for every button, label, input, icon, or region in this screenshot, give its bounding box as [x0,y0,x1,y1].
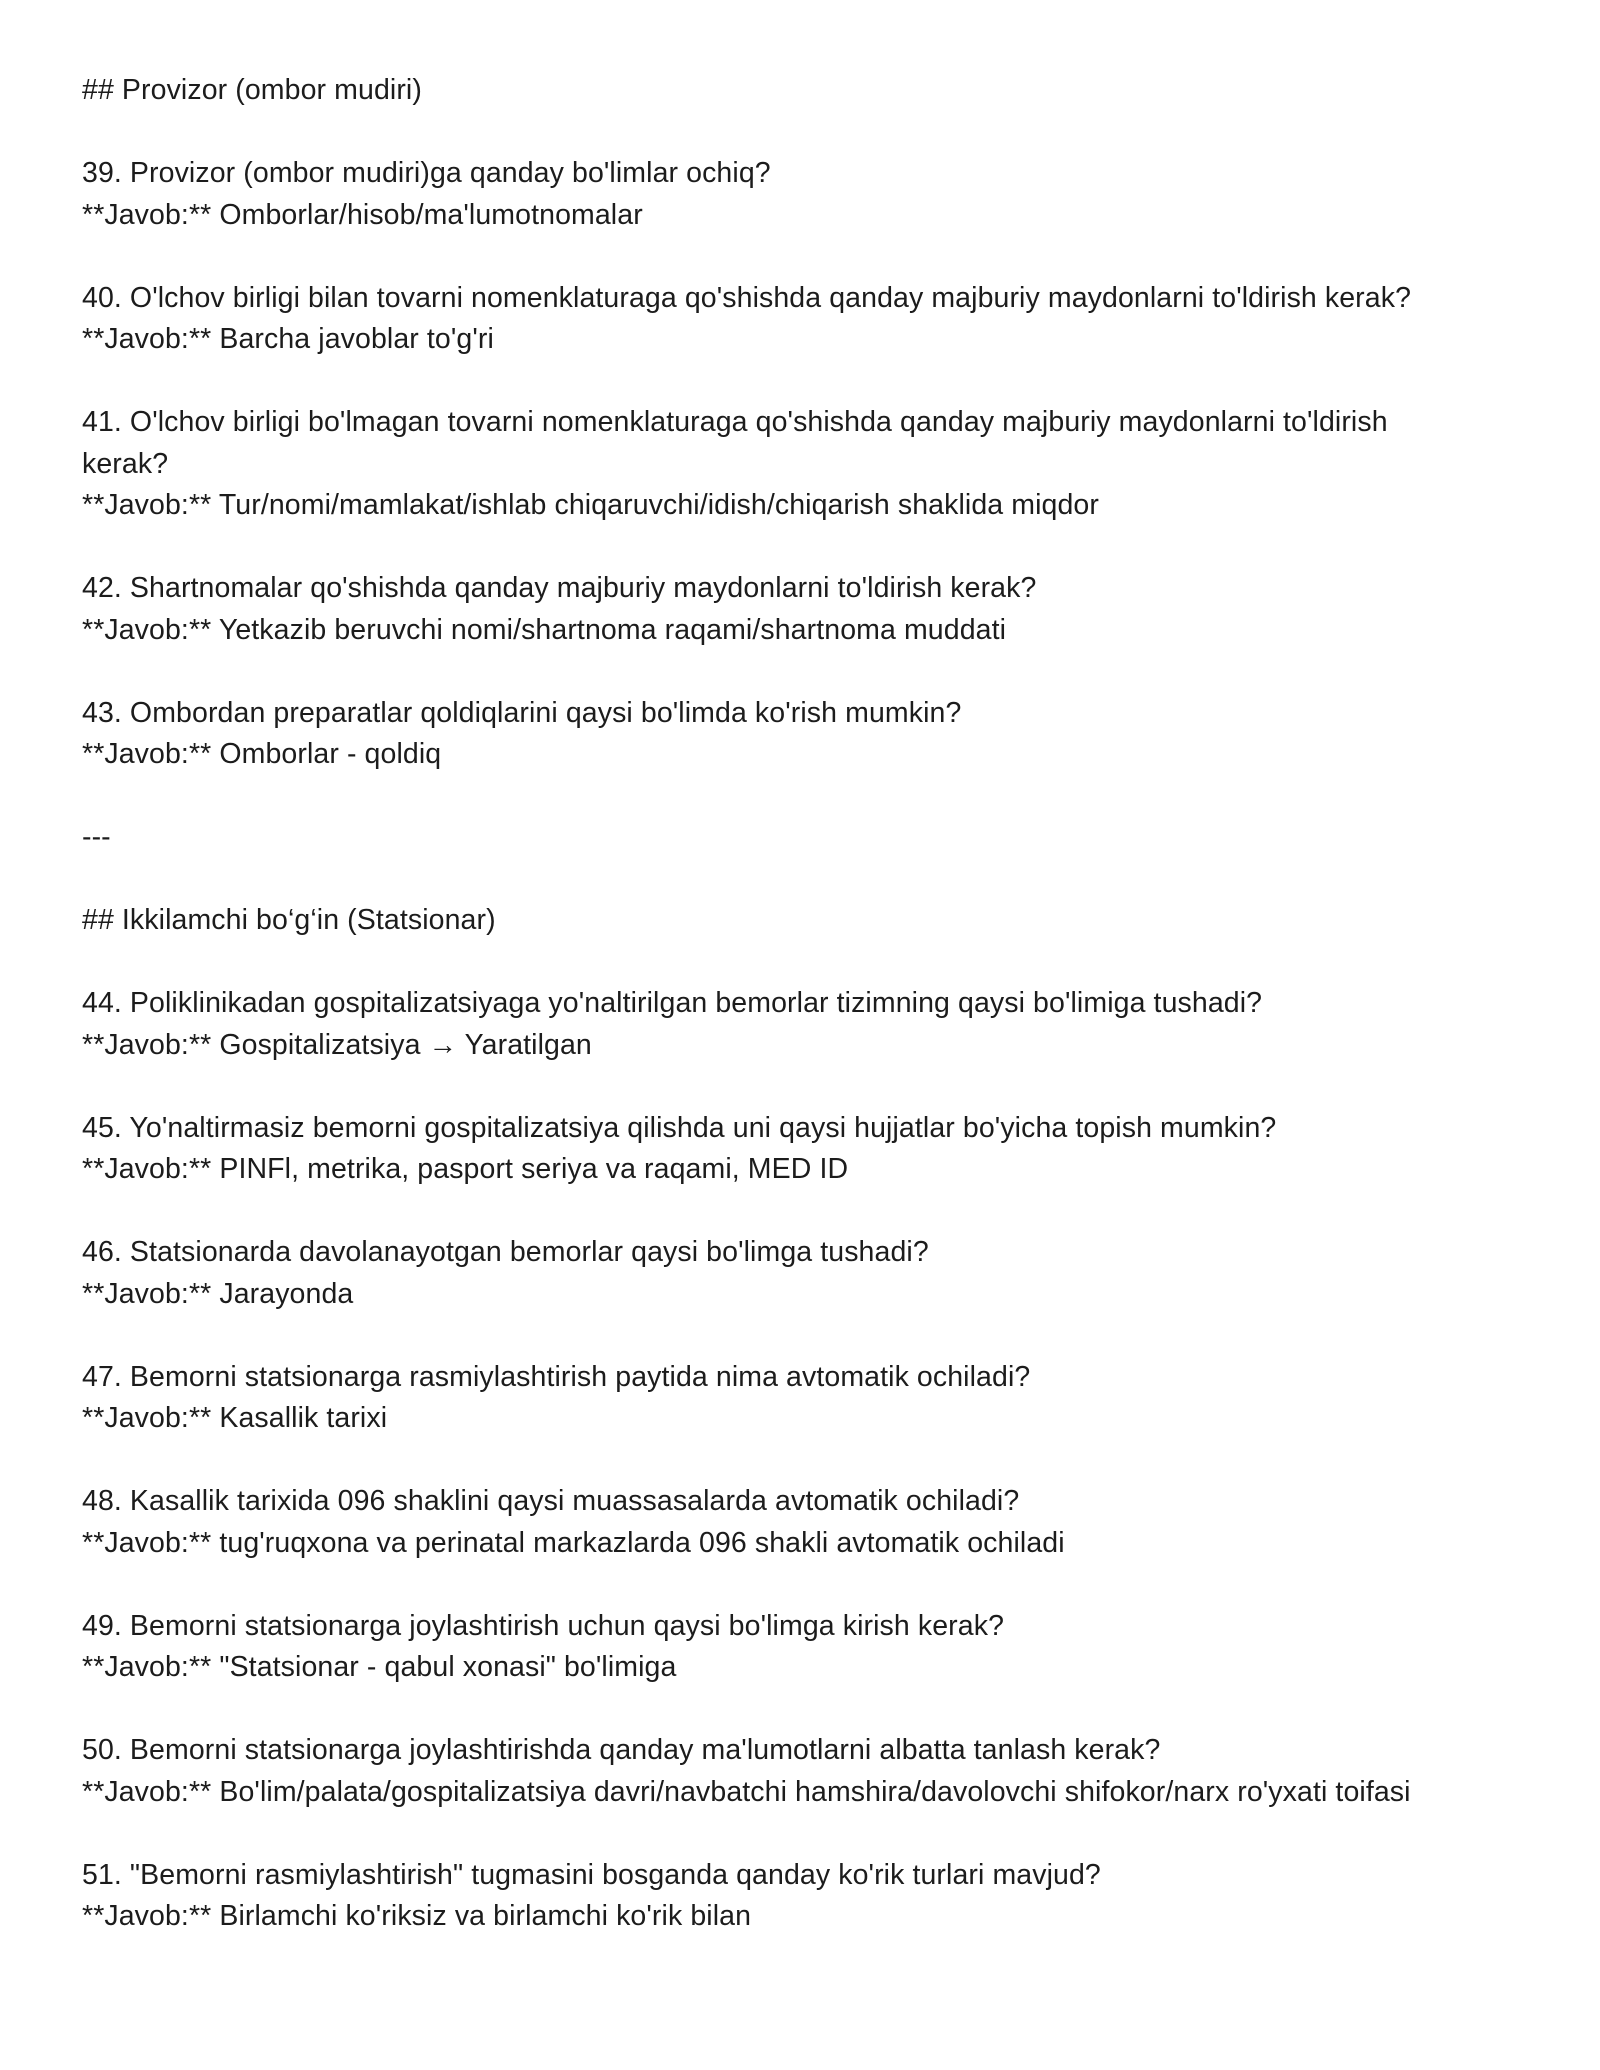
qa-item [82,983,1422,1066]
question-text: 51. "Bemorni rasmiylashtirish" tugmasini bosganda qanday ko'rik turlari mavjud? [82,1858,1101,1891]
qa-item [82,153,1422,236]
qa-item [82,693,1422,776]
question-text: 41. O'lchov birligi bo'lmagan tovarni nomenklaturaga qo'shishda qanday majburiy maydonlarni to'ldirish kerak? [82,406,1388,480]
qa-item [82,278,1422,361]
answer-text: **Javob:** Omborlar - qoldiq [82,738,442,770]
question-text: 48. Kasallik tarixida 096 shaklini qaysi muassasalarda avtomatik ochiladi? [82,1485,1020,1517]
qa-item [82,1855,1422,1938]
qa-item [82,1357,1422,1440]
answer-text: **Javob:** PINFl, metrika, pasport seriya va raqami, MED ID [82,1153,849,1185]
horizontal-rule-marker: --- [82,821,111,853]
question-text: 42. Shartnomalar qo'shishda qanday majburiy maydonlarni to'ldirish kerak? [82,572,1037,604]
document-page [82,70,1422,1979]
section-heading-provizor: ## Provizor (ombor mudiri) [82,74,422,106]
question-text: 49. Bemorni statsionarga joylashtirish uchun qaysi bo'limga kirish kerak? [82,1609,1005,1642]
answer-text: **Javob:** Gospitalizatsiya → Yaratilgan [82,1028,592,1061]
qa-item [82,1606,1422,1689]
qa-item [82,1730,1422,1813]
answer-text: **Javob:** tug'ruqxona va perinatal markazlarda 096 shakli avtomatik ochiladi [82,1526,1065,1559]
question-text: 44. Poliklinikadan gospitalizatsiyaga yo'naltirilgan bemorlar tizimning qaysi bo'limiga tushadi? [82,987,1263,1019]
answer-text: **Javob:** Barcha javoblar to'g'ri [82,323,494,355]
answer-text: **Javob:** Omborlar/hisob/ma'lumotnomalar [82,198,643,231]
section-heading-statsionar: ## Ikkilamchi bo‘g‘in (Statsionar) [82,904,496,936]
answer-text: **Javob:** Yetkazib beruvchi nomi/shartnoma raqami/shartnoma muddati [82,613,1007,646]
question-text: 39. Provizor (ombor mudiri)ga qanday bo'limlar ochiq? [82,157,771,189]
qa-item [82,568,1422,651]
question-text: 47. Bemorni statsionarga rasmiylashtirish paytida nima avtomatik ochiladi? [82,1360,1031,1393]
question-text: 46. Statsionarda davolanayotgan bemorlar qaysi bo'limga tushadi? [82,1236,929,1268]
answer-text: **Javob:** Kasallik tarixi [82,1402,388,1434]
question-text: 50. Bemorni statsionarga joylashtirishda qanday ma'lumotlarni albatta tanlash kerak? [82,1734,1161,1766]
qa-item [82,402,1422,527]
question-text: 45. Yo'naltirmasiz bemorni gospitalizatsiya qilishda uni qaysi hujjatlar bo'yicha topish mumkin? [82,1111,1277,1144]
qa-item [82,1481,1422,1564]
answer-text: **Javob:** "Statsionar - qabul xonasi" bo'limiga [82,1651,677,1683]
qa-item [82,1232,1422,1315]
answer-text: **Javob:** Birlamchi ko'riksiz va birlamchi ko'rik bilan [82,1900,752,1932]
answer-text: **Javob:** Tur/nomi/mamlakat/ishlab chiqaruvchi/idish/chiqarish shaklida miqdor [82,489,1099,521]
question-text: 43. Ombordan preparatlar qoldiqlarini qaysi bo'limda ko'rish mumkin? [82,696,962,729]
question-text: 40. O'lchov birligi bilan tovarni nomenklaturaga qo'shishda qanday majburiy maydonlarni to'ldirish kerak? [82,281,1412,314]
qa-item [82,1108,1422,1191]
answer-text: **Javob:** Jarayonda [82,1277,354,1310]
answer-text: **Javob:** Bo'lim/palata/gospitalizatsiya davri/navbatchi hamshira/davolovchi shifokor/narx ro'yxati toifasi [82,1775,1411,1808]
